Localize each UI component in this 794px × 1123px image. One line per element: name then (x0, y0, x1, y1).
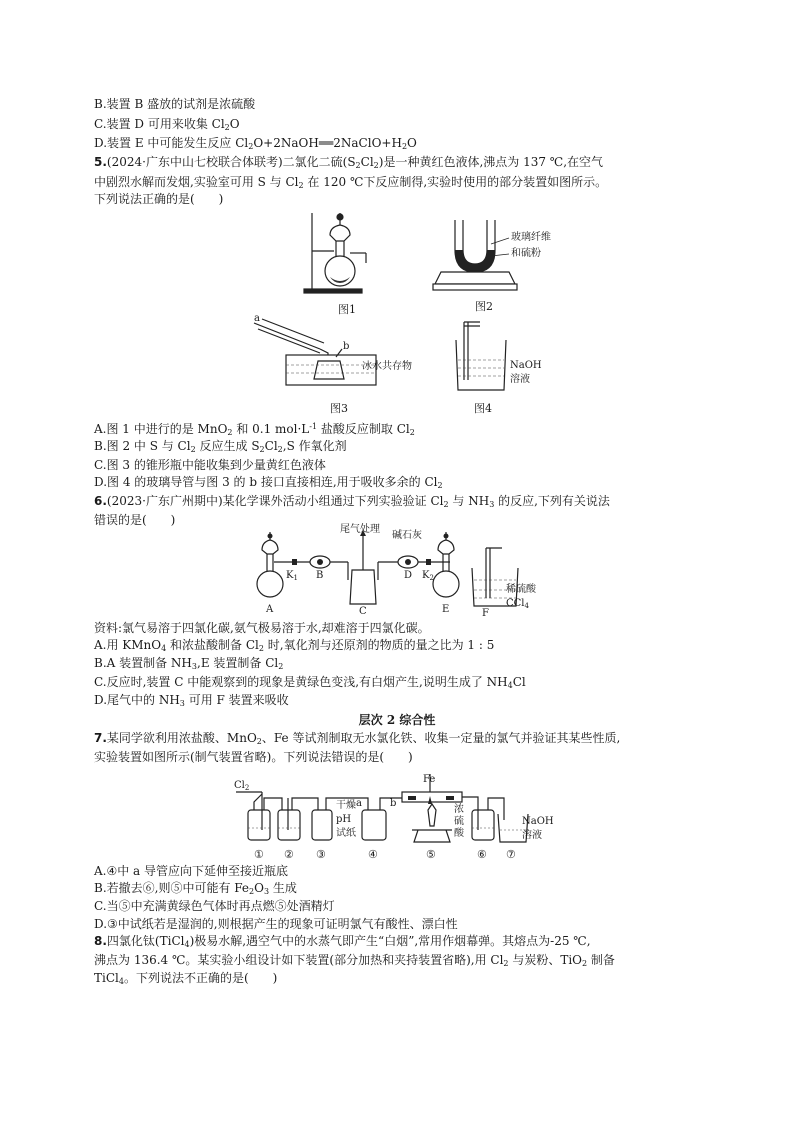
q6-stem-line2: 错误的是( ) (94, 513, 176, 527)
q5-stem-line3: 下列说法正确的是( ) (94, 192, 224, 206)
q5-solution-label: 溶液 (510, 374, 530, 385)
q7-solution-label: 溶液 (522, 830, 542, 841)
q5-icewater-label: 冰水共存物 (362, 361, 412, 372)
q6-stem-line1: 6.(2023·广东广州期中)某化学课外活动小组通过下列实验验证 $Cl_2$ 与 $NH_3$ 的反应,下列有关说法 (94, 494, 610, 509)
q7-conc-label-1: 浓 (454, 804, 464, 815)
q5-naoh-label: NaOH (510, 360, 542, 371)
q7-option-c: C.当⑤中充满黄绿色气体时再点燃⑤处酒精灯 (94, 899, 335, 913)
q6-dilute-acid-label: 稀硫酸 (506, 584, 536, 595)
q7-apparatus (232, 770, 562, 862)
q6-info: 资料:氯气易溶于四氯化碳,氨气极易溶于水,却难溶于四氯化碳。 (94, 621, 430, 635)
q7-label-6: ⑥ (477, 848, 487, 861)
q5-fig3-caption: 图3 (330, 402, 348, 415)
q8-stem-line3: TiCl$_4$。下列说法不正确的是( ) (94, 971, 278, 986)
q7-option-a: A.④中 a 导管应向下延伸至接近瓶底 (94, 864, 289, 878)
q5-fig2-caption: 图2 (475, 300, 493, 313)
q5-option-a: A.图 1 中进行的是 MnO$_2$ 和 0.1 $mol\cdot L^{-1}$ 盐酸反应制取 $Cl_2$ (94, 422, 415, 437)
q7-port-b: b (390, 798, 397, 809)
q7-label-2: ② (284, 848, 294, 861)
q5-figure-4 (450, 318, 560, 415)
q7-label-1: ① (254, 848, 264, 861)
q6-k1-label: $K_1$ (286, 570, 298, 582)
q6-label-d: D (404, 570, 413, 581)
q7-label-4: ④ (368, 848, 378, 861)
q8-stem-line2: 沸点为 136.4 ℃。某实验小组设计如下装置(部分加热和夹持装置省略),用 $Cl_2$ 与炭粉、TiO$_2$ 制备 (94, 953, 615, 968)
q7-conc-label-2: 硫 (454, 816, 464, 827)
q6-label-e: E (442, 604, 450, 615)
q4-option-d: D.装置 E 中可能发生反应 $Cl_2O+2NaOH══2NaClO+H_2O$ (94, 136, 417, 151)
q5-figure-1 (300, 205, 390, 315)
q5-fig1-caption: 图1 (338, 303, 356, 316)
q5-stem-line1: 5.(2024·广东中山七校联合体联考)二氯化二硫$(S_2Cl_2)$是一种黄红色液体,沸点为 137 ℃,在空气 (94, 155, 604, 170)
q6-option-b: B.A 装置制备 $NH_3,E$ 装置制备 $Cl_2$ (94, 656, 284, 671)
q5-port-a: a (254, 313, 260, 324)
q5-option-b: B.图 2 中 S 与 $Cl_2$ 反应生成 $S_2Cl_2,S$ 作氧化剂 (94, 439, 347, 454)
q7-ph-label: pH (336, 814, 352, 825)
q5-glass-fiber-label: 玻璃纤维 (511, 232, 551, 243)
q5-option-d: D.图 4 的玻璃导管与图 3 的 b 接口直接相连,用于吸收多余的 $Cl_2$ (94, 475, 443, 490)
q7-option-b: B.若撤去⑥,则⑤中可能有 $Fe_2O_3$ 生成 (94, 881, 297, 896)
q7-stem-line1: 7.某同学欲利用浓盐酸、MnO$_2$、Fe 等试剂制取无水氯化铁、收集一定量的氯气并验证其某些性质, (94, 731, 621, 746)
q5-stem-line2: 中剧烈水解而发烟,实验室可用 S 与 $Cl_2$ 在 120 ℃下反应制得,实验时使用的部分装置如图所示。 (94, 175, 608, 190)
q5-fig4-caption: 图4 (474, 402, 492, 415)
q6-option-a: A.用 KMnO$_4$ 和浓盐酸制备 $Cl_2$ 时,氧化剂与还原剂的物质的量之比为 1 : 5 (94, 638, 495, 653)
q7-conc-label-3: 酸 (454, 828, 464, 839)
q6-label-a: A (266, 604, 274, 615)
section-heading: 层次 2 综合性 (358, 713, 436, 727)
q6-ccl4-label: CCl$_4$ (506, 598, 529, 610)
q6-apparatus (250, 524, 550, 619)
q7-label-3: ③ (316, 848, 326, 861)
q7-dry-label: 干燥 (336, 800, 356, 811)
q6-label-c: C (359, 606, 367, 617)
q6-soda-lime-label: 碱石灰 (392, 530, 422, 541)
q7-label-7: ⑦ (506, 848, 516, 861)
q4-option-b: B.装置 B 盛放的试剂是浓硫酸 (94, 97, 256, 111)
q7-paper-label: 试纸 (336, 828, 356, 839)
q5-sulfur-label: 和硫粉 (511, 248, 541, 259)
q5-figure-3 (250, 313, 430, 415)
q8-stem-line1: 8.四氯化钛(TiCl$_4$)极易水解,遇空气中的水蒸气即产生“白烟”,常用作烟幕弹。其熔点为-25 ℃, (94, 934, 591, 949)
q6-option-c: C.反应时,装置 C 中能观察到的现象是黄绿色变浅,有白烟产生,说明生成了 $NH_4Cl$ (94, 675, 526, 690)
q7-cl2-label: $Cl_2$ (234, 780, 250, 792)
q6-tail-gas-label: 尾气处理 (340, 524, 380, 535)
q5-option-c: C.图 3 的锥形瓶中能收集到少量黄红色液体 (94, 458, 326, 472)
q7-port-a: a (356, 798, 362, 809)
q7-naoh-label: NaOH (522, 816, 554, 827)
q7-option-d: D.③中试纸若是湿润的,则根据产生的现象可证明氯气有酸性、漂白性 (94, 917, 458, 931)
q7-label-5: ⑤ (426, 848, 436, 861)
q7-fe-label: Fe (423, 774, 436, 785)
q5-figure-2 (425, 210, 565, 315)
q5-port-b: b (343, 341, 350, 352)
q6-label-f: F (482, 608, 489, 619)
q6-option-d: D.尾气中的 $NH_3$ 可用 F 装置来吸收 (94, 693, 289, 708)
q6-k2-label: $K_2$ (422, 570, 434, 582)
q7-stem-line2: 实验装置如图所示(制气装置省略)。下列说法错误的是( ) (94, 750, 413, 764)
q6-label-b: B (316, 570, 324, 581)
q4-option-c: C.装置 D 可用来收集 $Cl_2O$ (94, 117, 240, 132)
